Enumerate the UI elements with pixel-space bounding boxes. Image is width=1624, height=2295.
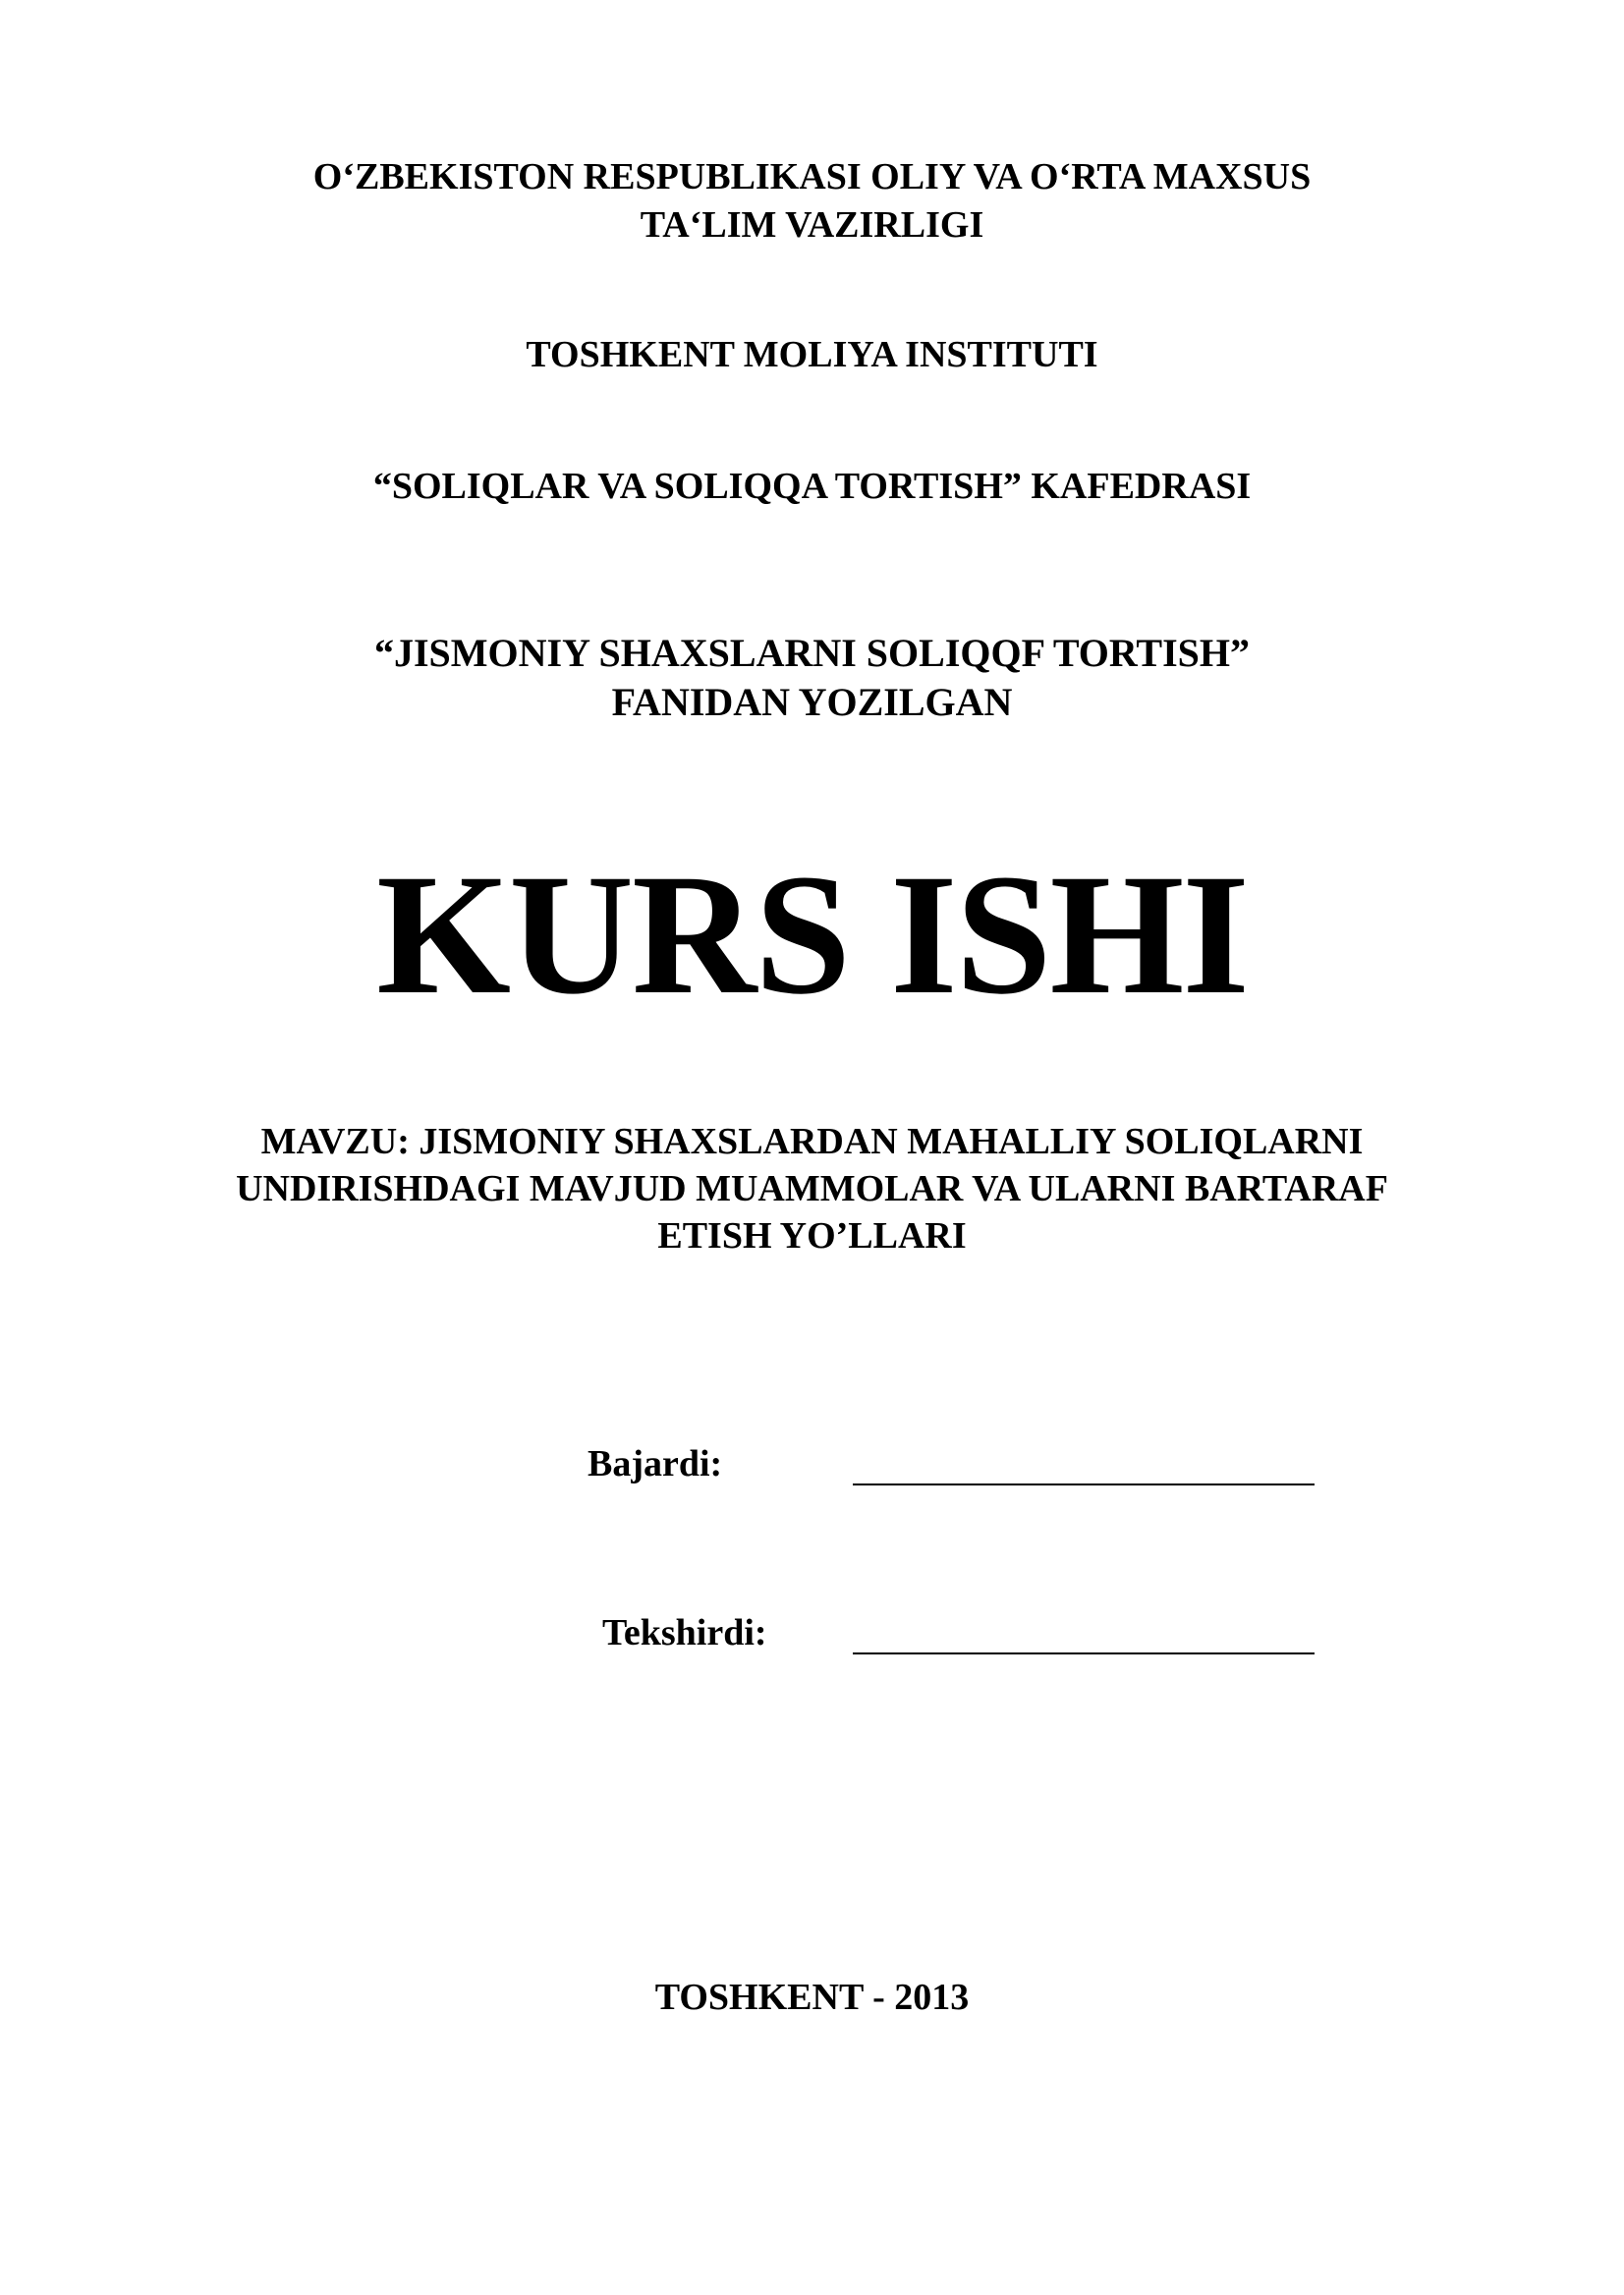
topic-line-3: ETISH YO’LLARI xyxy=(657,1215,967,1257)
city-year: TOSHKENT - 2013 xyxy=(654,1977,970,2018)
ministry-line-2: TA‘LIM VAZIRLIGI xyxy=(640,204,984,246)
department-name: “SOLIQLAR VA SOLIQQA TORTISH” KAFEDRASI xyxy=(372,466,1252,507)
performed-by-label: Bajardi: xyxy=(588,1443,723,1484)
institute-name: TOSHKENT MOLIYA INSTITUTI xyxy=(526,334,1098,375)
performed-by-signature-line xyxy=(853,1483,1315,1485)
subject-line-1: “JISMONIY SHAXSLARNI SOLIQQF TORTISH” xyxy=(373,631,1251,675)
topic-line-1: MAVZU: JISMONIY SHAXSLARDAN MAHALLIY SOLIQLARNI xyxy=(260,1121,1364,1162)
document-title: KURS ISHI xyxy=(376,839,1248,1031)
ministry-line-1: O‘ZBEKISTON RESPUBLIKASI OLIY VA O‘RTA MAXSUS xyxy=(312,156,1312,197)
topic-line-2: UNDIRISHDAGI MAVJUD MUAMMOLAR VA ULARNI BARTARAF xyxy=(236,1168,1388,1209)
subject-line-2: FANIDAN YOZILGAN xyxy=(611,680,1013,724)
checked-by-label: Tekshirdi: xyxy=(602,1612,767,1653)
checked-by-signature-line xyxy=(853,1652,1315,1654)
